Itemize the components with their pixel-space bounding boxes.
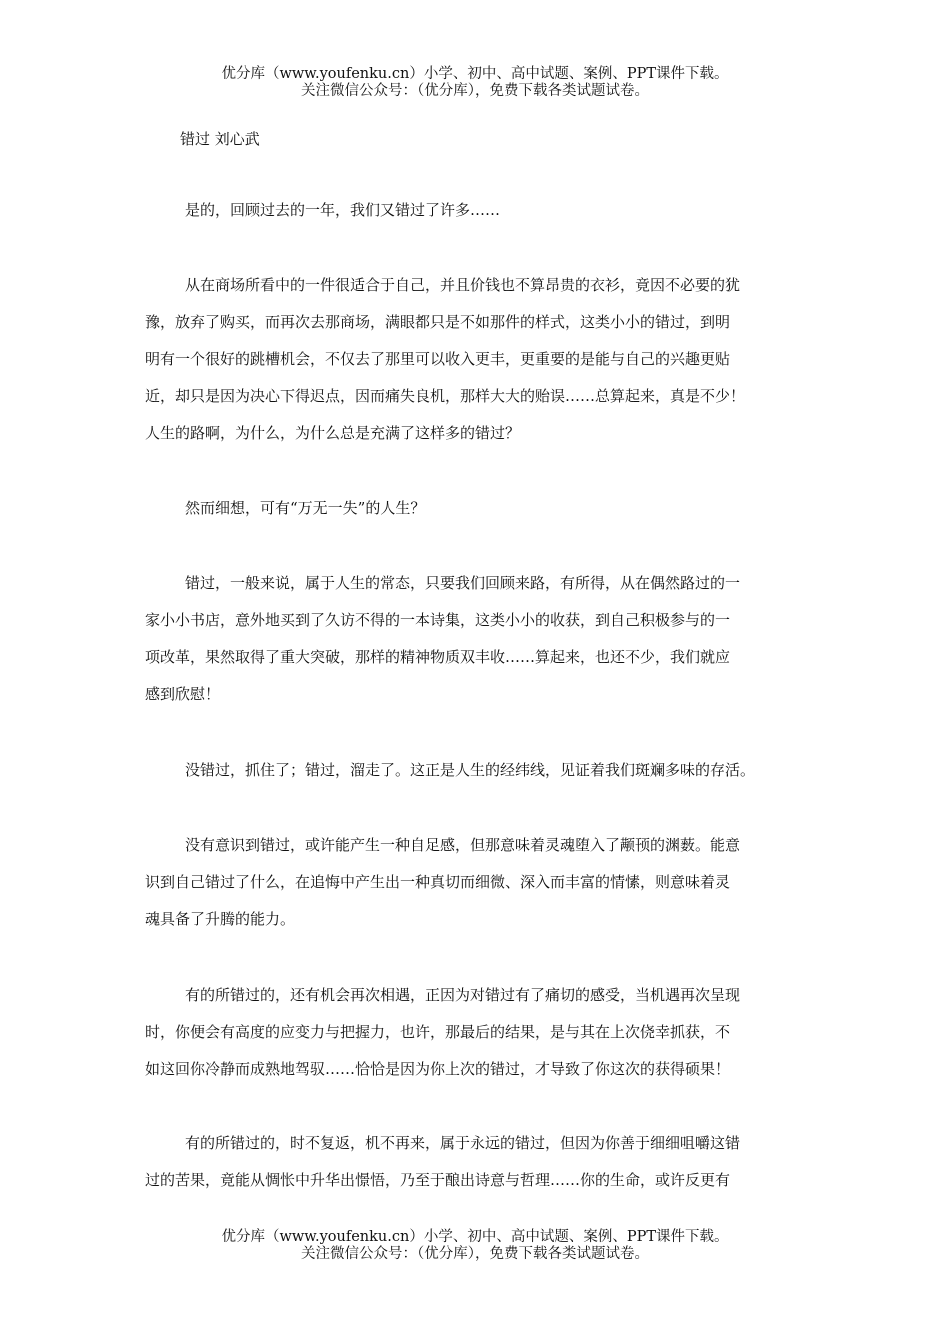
text-line: 没有意识到错过，或许能产生一种自足感，但那意味着灵魂堕入了颟顸的渊薮。能意 <box>185 836 741 854</box>
text-line: 是的，回顾过去的一年，我们又错过了许多…… <box>185 201 501 219</box>
text-line: 从在商场所看中的一件很适合于自己，并且价钱也不算昂贵的衣衫，竟因不必要的犹 <box>185 276 741 294</box>
text-line: 感到欣慰！ <box>145 685 221 703</box>
text-line: 错过，一般来说，属于人生的常态，只要我们回顾来路，有所得，从在偶然路过的一 <box>185 574 741 592</box>
footer-line-2: 关注微信公众号：（优分库），免费下载各类试题试卷。 <box>301 1246 649 1262</box>
text-line: 有的所错过的，还有机会再次相遇，正因为对错过有了痛切的感受，当机遇再次呈现 <box>185 986 741 1004</box>
text-line: 魂具备了升腾的能力。 <box>145 910 296 928</box>
header-line-2: 关注微信公众号：（优分库），免费下载各类试题试卷。 <box>301 83 649 99</box>
text-line: 近，却只是因为决心下得迟点，因而痛失良机，那样大大的贻误……总算起来，真是不少！ <box>145 387 746 405</box>
text-line: 识到自己错过了什么，在追悔中产生出一种真切而细微、深入而丰富的情愫，则意味着灵 <box>145 873 731 891</box>
page-header <box>0 66 950 100</box>
text-line: 有的所错过的，时不复返，机不再来，属于永远的错过，但因为你善于细细咀嚼这错 <box>185 1134 741 1152</box>
page-footer <box>0 1229 950 1263</box>
text-line: 豫，放弃了购买，而再次去那商场，满眼都只是不如那件的样式，这类小小的错过，到明 <box>145 313 731 331</box>
text-line: 人生的路啊，为什么，为什么总是充满了这样多的错过？ <box>145 424 521 442</box>
text-line: 没错过，抓住了；错过，溜走了。这正是人生的经纬线，见证着我们斑斓多味的存活。 <box>185 761 756 779</box>
text-line: 然而细想，可有“万无一失”的人生？ <box>185 499 426 517</box>
text-line: 时，你便会有高度的应变力与把握力，也许，那最后的结果，是与其在上次侥幸抓获，不 <box>145 1023 731 1041</box>
header-line-1: 优分库（www.youfenku.cn）小学、初中、高中试题、案例、PPT课件下载。 <box>221 66 729 82</box>
text-line: 过的苦果，竟能从惆怅中升华出憬悟，乃至于酿出诗意与哲理……你的生命，或许反更有 <box>145 1171 731 1189</box>
text-line: 项改革，果然取得了重大突破，那样的精神物质双丰收……算起来，也还不少，我们就应 <box>145 648 731 666</box>
text-line: 如这回你冷静而成熟地驾驭……恰恰是因为你上次的错过，才导致了你这次的获得硕果！ <box>145 1060 731 1078</box>
text-line: 家小小书店，意外地买到了久访不得的一本诗集，这类小小的收获，到自己积极参与的一 <box>145 611 731 629</box>
footer-line-1: 优分库（www.youfenku.cn）小学、初中、高中试题、案例、PPT课件下载。 <box>221 1229 729 1245</box>
article-title: 错过 刘心武 <box>180 130 260 148</box>
text-line: 明有一个很好的跳槽机会，不仅去了那里可以收入更丰，更重要的是能与自己的兴趣更贴 <box>145 350 731 368</box>
